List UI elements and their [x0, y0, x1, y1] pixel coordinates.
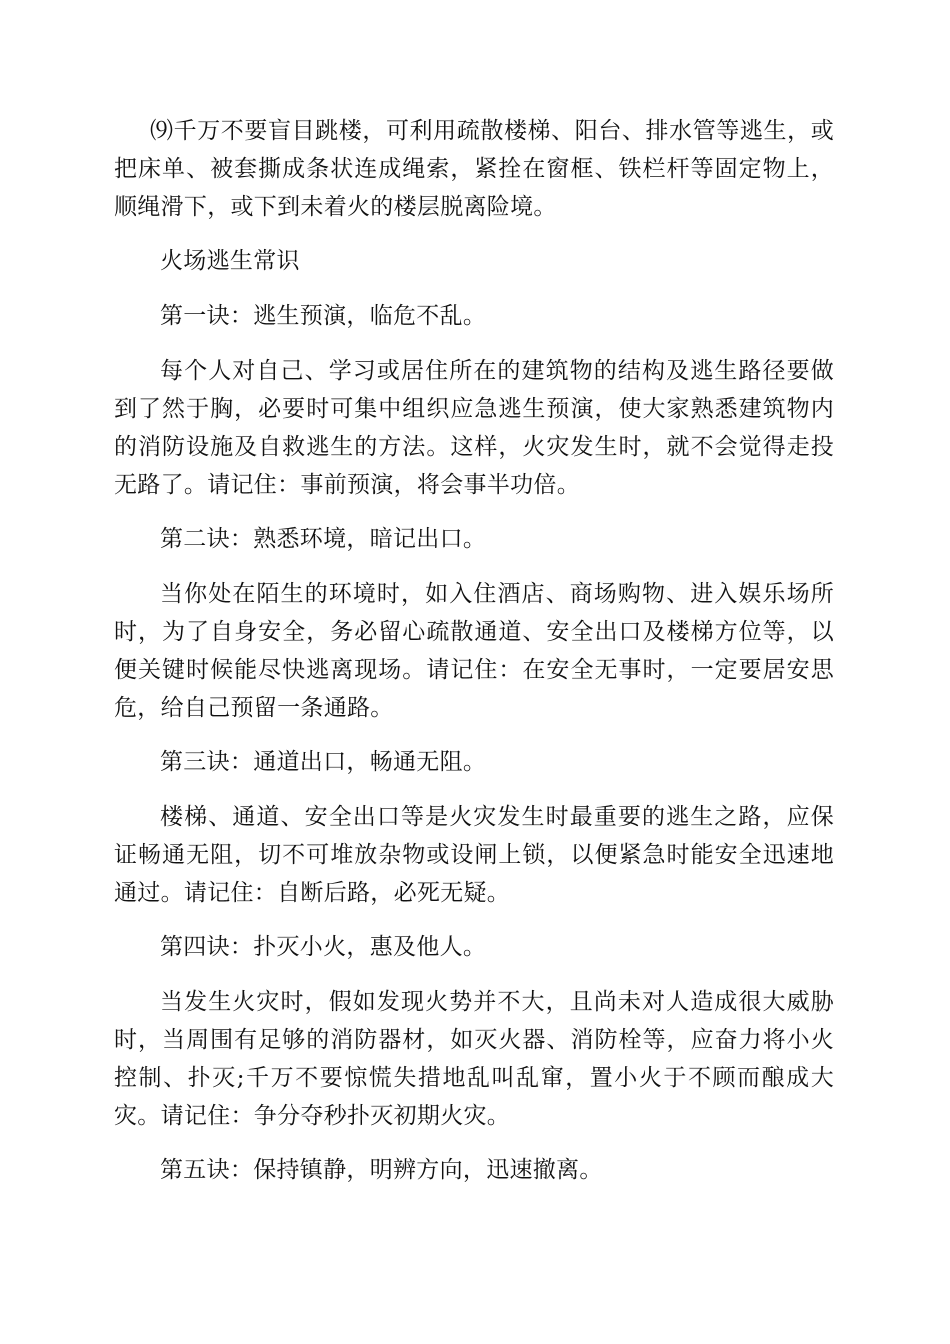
- section-heading: 火场逃生常识: [160, 248, 300, 274]
- rule-body-4: 当发生火灾时，假如发现火势并不大，且尚未对人造成很大威胁时，当周围有足够的消防器材，如灭火器、消防栓等，应奋力将小火控制、扑灭;千万不要惊慌失措地乱叫乱窜，置小火于不顾而酿成大灾。请记住：争分夺秒扑灭初期火灾。: [114, 989, 834, 1129]
- rule-body-3: 楼梯、通道、安全出口等是火灾发生时最重要的逃生之路，应保证畅通无阻，切不可堆放杂物或设闸上锁，以便紧急时能安全迅速地通过。请记住：自断后路，必死无疑。: [114, 804, 834, 906]
- rule-heading-1: 第一诀：逃生预演，临危不乱。: [160, 303, 487, 329]
- rule-body-1: 每个人对自己、学习或居住所在的建筑物的结构及逃生路径要做到了然于胸，必要时可集中组织应急逃生预演，使大家熟悉建筑物内的消防设施及自救逃生的方法。这样，火灾发生时，就不会觉得走投无路了。请记住：事前预演，将会事半功倍。: [114, 358, 834, 498]
- rule-body-2: 当你处在陌生的环境时，如入住酒店、商场购物、进入娱乐场所时，为了自身安全，务必留心疏散通道、安全出口及楼梯方位等，以便关键时候能尽快逃离现场。请记住：在安全无事时，一定要居安思危，给自己预留一条通路。: [114, 581, 834, 721]
- rule-heading-5: 第五诀：保持镇静，明辨方向，迅速撤离。: [160, 1157, 603, 1183]
- rule-heading-2: 第二诀：熟悉环境，暗记出口。: [160, 526, 487, 552]
- paragraph-escape-tip-9: ⑼千万不要盲目跳楼，可利用疏散楼梯、阳台、排水管等逃生，或把床单、被套撕成条状连成绳索，紧拴在窗框、铁栏杆等固定物上，顺绳滑下，或下到未着火的楼层脱离险境。: [114, 118, 834, 220]
- rule-heading-3: 第三诀：通道出口，畅通无阻。: [160, 749, 487, 775]
- document-page: [114, 112, 834, 1206]
- rule-heading-4: 第四诀：扑灭小火，惠及他人。: [160, 934, 487, 960]
